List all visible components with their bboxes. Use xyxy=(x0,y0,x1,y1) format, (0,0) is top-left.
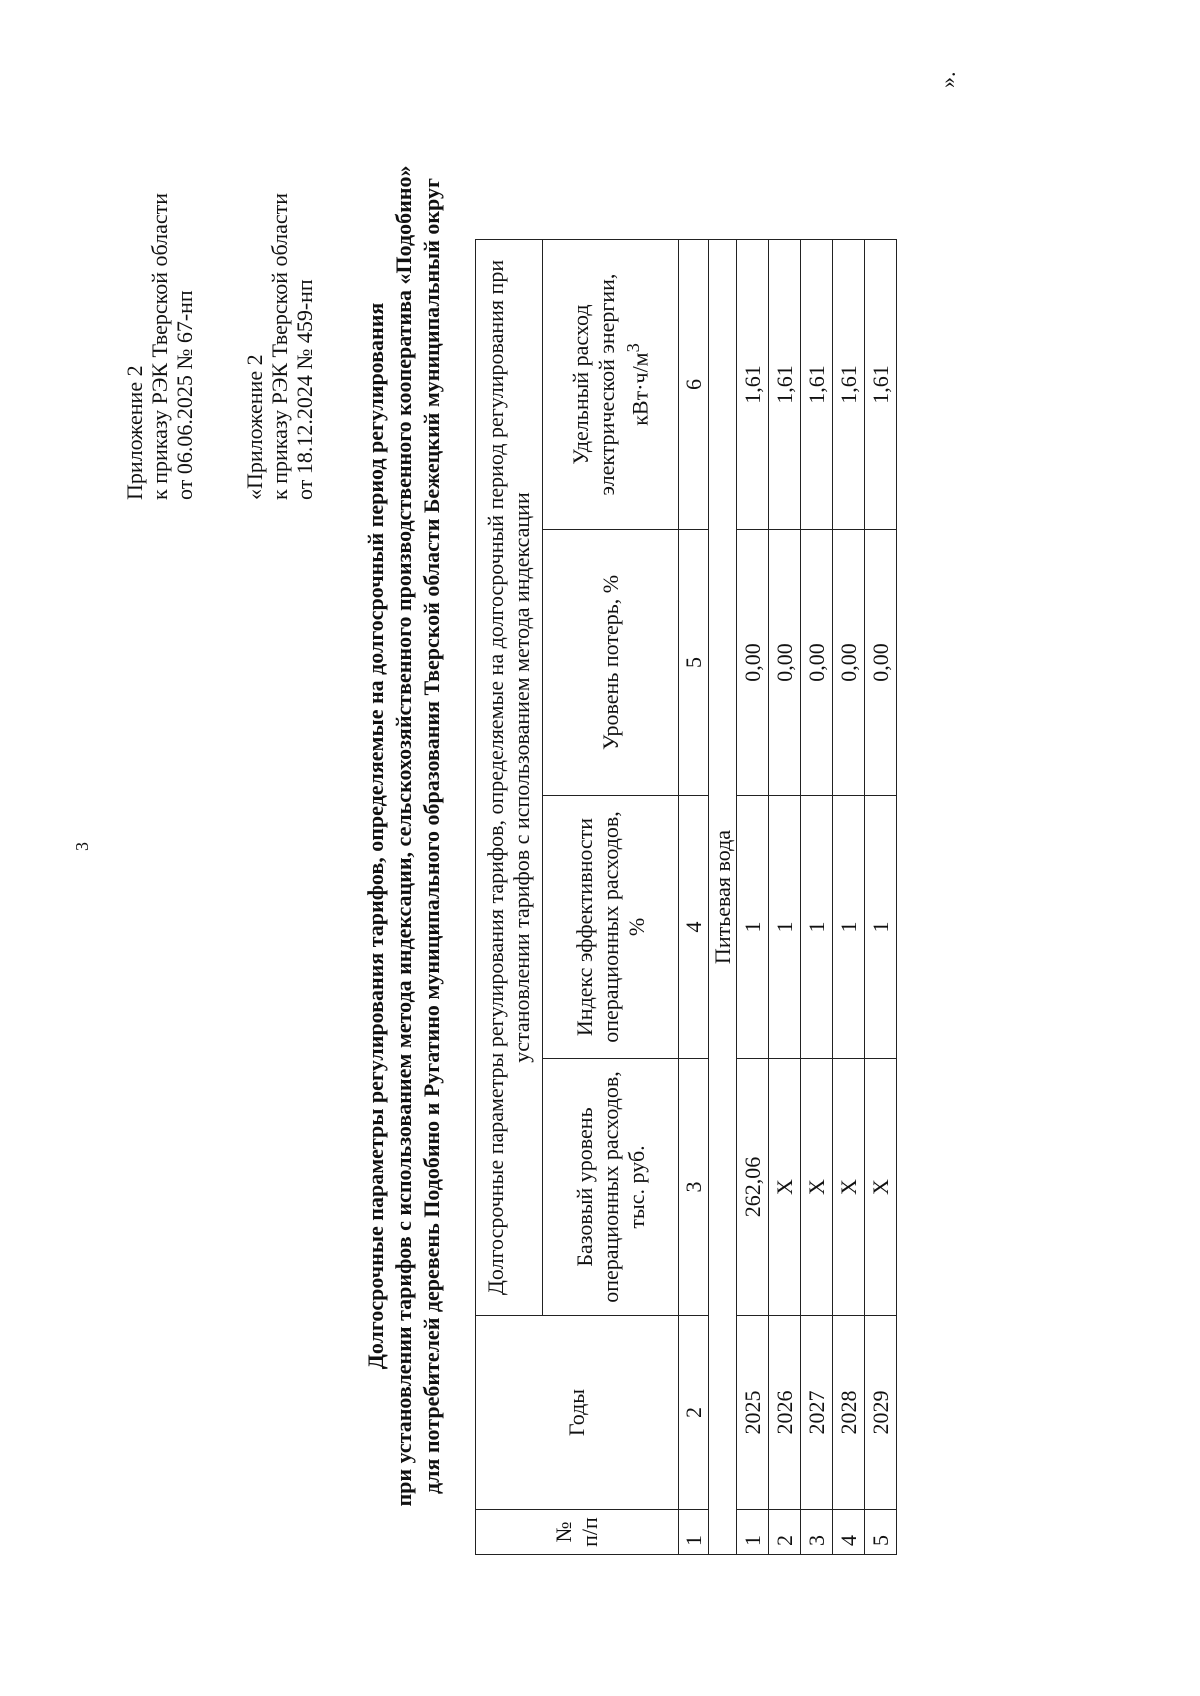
header-cell-index: Индекс эффективности операционных расходов, % xyxy=(543,796,679,1059)
cell-num: 4 xyxy=(833,1510,865,1555)
appendix-line: от 18.12.2024 № 459-нп xyxy=(292,279,317,500)
table-row xyxy=(737,240,769,1555)
cell-losses: 0,00 xyxy=(833,530,865,796)
cell-index: 1 xyxy=(737,796,769,1059)
section-row xyxy=(709,240,737,1555)
section-label: Питьевая вода xyxy=(709,240,737,1555)
cell-year: 2027 xyxy=(801,1316,833,1510)
cell-losses: 0,00 xyxy=(865,530,897,796)
appendix-previous-header xyxy=(242,193,317,500)
column-number-cell: 1 xyxy=(679,1510,709,1555)
appendix-current-header xyxy=(122,193,197,500)
cell-base: X xyxy=(833,1059,865,1316)
cell-index: 1 xyxy=(801,796,833,1059)
appendix-line: от 06.06.2025 № 67-нп xyxy=(172,290,197,500)
table-row xyxy=(769,240,801,1555)
cell-energy: 1,61 xyxy=(769,240,801,530)
appendix-line: к приказу РЭК Тверской области xyxy=(267,192,292,500)
title-line: при установлении тарифов с использованием метода индексации, сельскохозяйственного производственного кооператива «Подобино» xyxy=(391,165,416,1507)
cell-energy: 1,61 xyxy=(833,240,865,530)
table-header-row xyxy=(476,240,543,1555)
table-row xyxy=(833,240,865,1555)
column-number-cell: 4 xyxy=(679,796,709,1059)
page-number: 3 xyxy=(72,842,92,851)
column-number-cell: 3 xyxy=(679,1059,709,1316)
cell-num: 2 xyxy=(769,1510,801,1555)
column-number-cell: 6 xyxy=(679,240,709,530)
cell-num: 1 xyxy=(737,1510,769,1555)
table-row xyxy=(801,240,833,1555)
table-row xyxy=(865,240,897,1555)
header-cell-group: Долгосрочные параметры регулирования тарифов, определяемые на долгосрочный период регулирования при установлении тарифов с использованием метода индексации xyxy=(476,240,543,1316)
cell-year: 2025 xyxy=(737,1316,769,1510)
header-cell-base: Базовый уровень операционных расходов, тыс. руб. xyxy=(543,1059,679,1316)
cell-base: X xyxy=(865,1059,897,1316)
cell-losses: 0,00 xyxy=(801,530,833,796)
cell-year: 2028 xyxy=(833,1316,865,1510)
cell-index: 1 xyxy=(865,796,897,1059)
title-line: Долгосрочные параметры регулирования тарифов, определяемые на долгосрочный период регулирования xyxy=(363,302,388,1370)
header-cell-losses: Уровень потерь, % xyxy=(543,530,679,796)
cell-index: 1 xyxy=(833,796,865,1059)
cell-base: X xyxy=(769,1059,801,1316)
cell-num: 3 xyxy=(801,1510,833,1555)
energy-label: Удельный расход электрической энергии, кВт·ч/м xyxy=(567,273,653,496)
document-title xyxy=(362,126,446,1546)
title-line: для потребителей деревень Подобино и Ругатино муниципального образования Тверской области Бежецкий муниципальный округ xyxy=(419,178,444,1494)
header-cell-num: № п/п xyxy=(476,1510,679,1555)
cell-base: 262,06 xyxy=(737,1059,769,1316)
cell-losses: 0,00 xyxy=(737,530,769,796)
cell-year: 2029 xyxy=(865,1316,897,1510)
cell-energy: 1,61 xyxy=(737,240,769,530)
cell-energy: 1,61 xyxy=(865,240,897,530)
cell-index: 1 xyxy=(769,796,801,1059)
appendix-line: Приложение 2 xyxy=(122,365,147,500)
column-number-cell: 5 xyxy=(679,530,709,796)
column-number-cell: 2 xyxy=(679,1316,709,1510)
appendix-line: к приказу РЭК Тверской области xyxy=(147,192,172,500)
column-number-row xyxy=(679,240,709,1555)
closing-quote-mark: ». xyxy=(935,71,960,88)
parameters-table xyxy=(475,239,897,1555)
cell-num: 5 xyxy=(865,1510,897,1555)
header-cell-energy xyxy=(543,240,679,530)
header-cell-years: Годы xyxy=(476,1316,679,1510)
cell-losses: 0,00 xyxy=(769,530,801,796)
appendix-line: «Приложение 2 xyxy=(242,354,267,500)
cell-year: 2026 xyxy=(769,1316,801,1510)
cell-base: X xyxy=(801,1059,833,1316)
cell-energy: 1,61 xyxy=(801,240,833,530)
energy-unit-superscript: 3 xyxy=(622,343,643,353)
